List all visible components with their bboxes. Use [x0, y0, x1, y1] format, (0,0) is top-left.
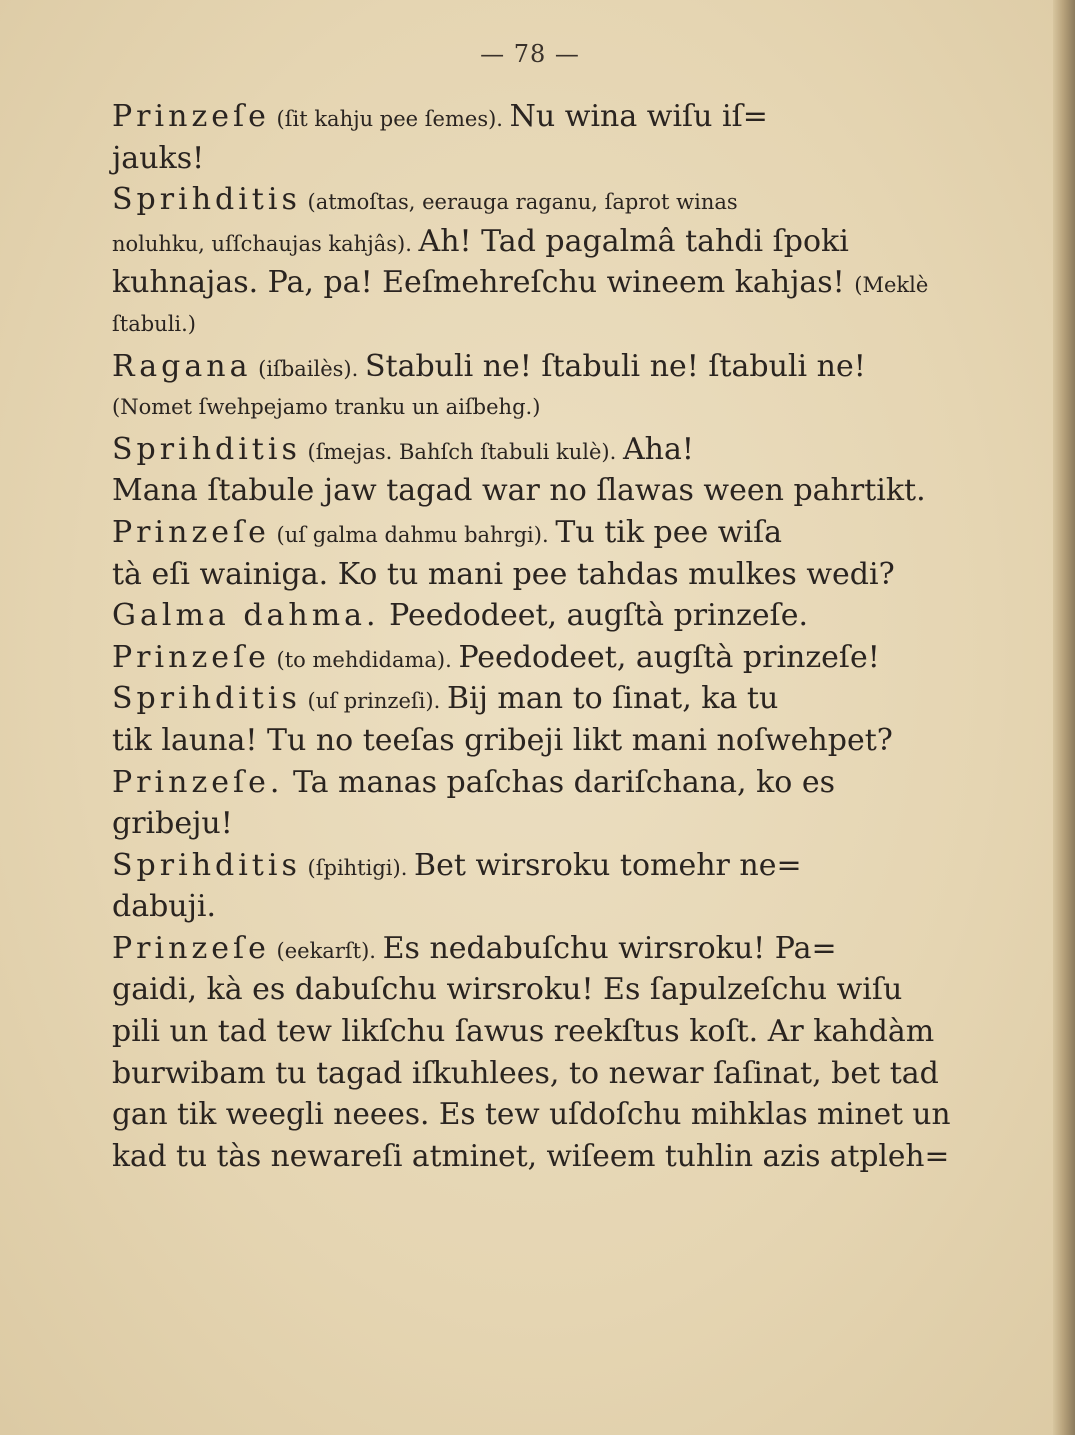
- text-line: [112, 637, 950, 679]
- speaker-name: Galma dahma.: [112, 598, 380, 634]
- text-line: [112, 762, 950, 804]
- text-line: [112, 512, 950, 554]
- dialogue-text: dabuji.: [112, 889, 217, 925]
- dialogue-text: Es nedabuſchu wirsroku! Pa=: [382, 930, 837, 966]
- speaker-name: Prinzeſe: [112, 99, 270, 134]
- speaker-name: Prinzeſe: [112, 514, 270, 550]
- stage-direction: (to mehdidama).: [269, 647, 459, 672]
- page-number: — 78 —: [480, 40, 580, 68]
- stage-direction: (atmoſtas, eerauga raganu, ſaprot winas: [300, 190, 738, 215]
- text-line: [112, 346, 950, 388]
- dialogue-text: kad tu tàs newareſi atminet, wiſeem tuhlin azis atpleh=: [112, 1138, 950, 1174]
- text-line: [112, 845, 950, 887]
- stage-direction: (Meklè: [854, 273, 929, 298]
- book-binding-edge: [1053, 0, 1075, 1435]
- dialogue-text: Aha!: [622, 431, 694, 467]
- dialogue-text: Ta manas paſchas dariſchana, ko es: [283, 764, 835, 800]
- stage-direction: (ſpihtigi).: [300, 855, 415, 880]
- text-line: [112, 429, 950, 471]
- play-text: [112, 96, 950, 1177]
- text-line: [112, 554, 950, 596]
- dialogue-text: gan tik weegli neees. Es tew uſdoſchu mihklas minet un: [112, 1097, 951, 1133]
- dialogue-text: Peedodeet, augſtà prinzeſe.: [379, 598, 809, 634]
- stage-direction: (uſ prinzeſi).: [300, 689, 447, 714]
- dialogue-text: Nu wina wiſu iſ=: [509, 99, 768, 134]
- stage-direction: (iſbailès).: [251, 356, 365, 381]
- text-line: [112, 1094, 951, 1136]
- stage-direction: (ſmejas. Bahſch ſtabuli kulè).: [300, 439, 623, 464]
- text-line: [112, 138, 950, 180]
- dialogue-text: Mana ſtabule jaw tagad war no ſlawas ween pahrtikt.: [112, 473, 926, 509]
- speaker-name: Ragana: [112, 348, 252, 384]
- dialogue-text: tik launa! Tu no teeſas gribeji likt mani noſwehpet?: [112, 722, 893, 758]
- text-line: [112, 387, 950, 429]
- dialogue-text: pili un tad tew likſchu ſawus reekſtus koſt. Ar kahdàm: [112, 1014, 935, 1050]
- dialogue-text: burwibam tu tagad iſkuhlees, to newar ſaſinat, bet tad: [112, 1055, 939, 1091]
- speaker-name: Prinzeſe: [112, 930, 270, 966]
- text-line: [112, 1136, 950, 1178]
- text-line: [112, 304, 950, 346]
- dialogue-text: gribeju!: [112, 806, 233, 842]
- stage-direction: (uſ galma dahmu bahrgi).: [269, 522, 556, 547]
- text-line: [112, 720, 950, 762]
- dialogue-text: kuhnajas. Pa, pa! Eeſmehreſchu wineem kahjas!: [112, 265, 855, 301]
- text-line: [112, 179, 950, 221]
- text-line: [112, 678, 950, 720]
- text-line: [112, 221, 950, 263]
- text-line: [112, 886, 950, 928]
- text-line: [112, 1053, 950, 1095]
- dialogue-text: tà eſi wainiga. Ko tu mani pee tahdas mulkes wedi?: [112, 556, 895, 592]
- speaker-name: Prinzeſe: [112, 639, 270, 675]
- dialogue-text: Bij man to ſinat, ka tu: [446, 681, 779, 717]
- dialogue-text: Stabuli ne! ſtabuli ne! ſtabuli ne!: [364, 348, 866, 384]
- text-line: [112, 803, 950, 845]
- speaker-name: Sprihditis: [112, 681, 301, 717]
- stage-direction: (ſit kahju pee ſemes).: [269, 107, 510, 131]
- speaker-name: Prinzeſe.: [112, 764, 284, 800]
- text-line: [112, 595, 950, 637]
- text-line: [112, 928, 950, 970]
- text-line: [112, 1011, 950, 1053]
- dialogue-text: Peedodeet, augſtà prinzeſe!: [458, 639, 880, 675]
- stage-direction: ſtabuli.): [112, 311, 196, 336]
- dialogue-text: Tu tik pee wiſa: [555, 514, 783, 550]
- stage-direction: (Nomet ſwehpejamo tranku un aiſbehg.): [112, 395, 541, 420]
- dialogue-text: jauks!: [112, 140, 205, 176]
- speaker-name: Sprihditis: [112, 431, 301, 467]
- text-line: [112, 96, 950, 138]
- speaker-name: Sprihditis: [112, 847, 301, 883]
- stage-direction: noluhku, uſſchaujas kahjâs).: [112, 231, 419, 256]
- text-line: [112, 262, 950, 304]
- dialogue-text: Bet wirsroku tomehr ne=: [414, 847, 802, 883]
- speaker-name: Sprihditis: [112, 182, 301, 218]
- stage-direction: (eekarſt).: [269, 938, 383, 963]
- text-line: [112, 470, 950, 512]
- dialogue-text: gaidi, kà es dabuſchu wirsroku! Es ſapulzeſchu wiſu: [112, 972, 903, 1008]
- dialogue-text: Ah! Tad pagalmâ tahdi ſpoki: [418, 223, 849, 259]
- text-line: [112, 969, 950, 1011]
